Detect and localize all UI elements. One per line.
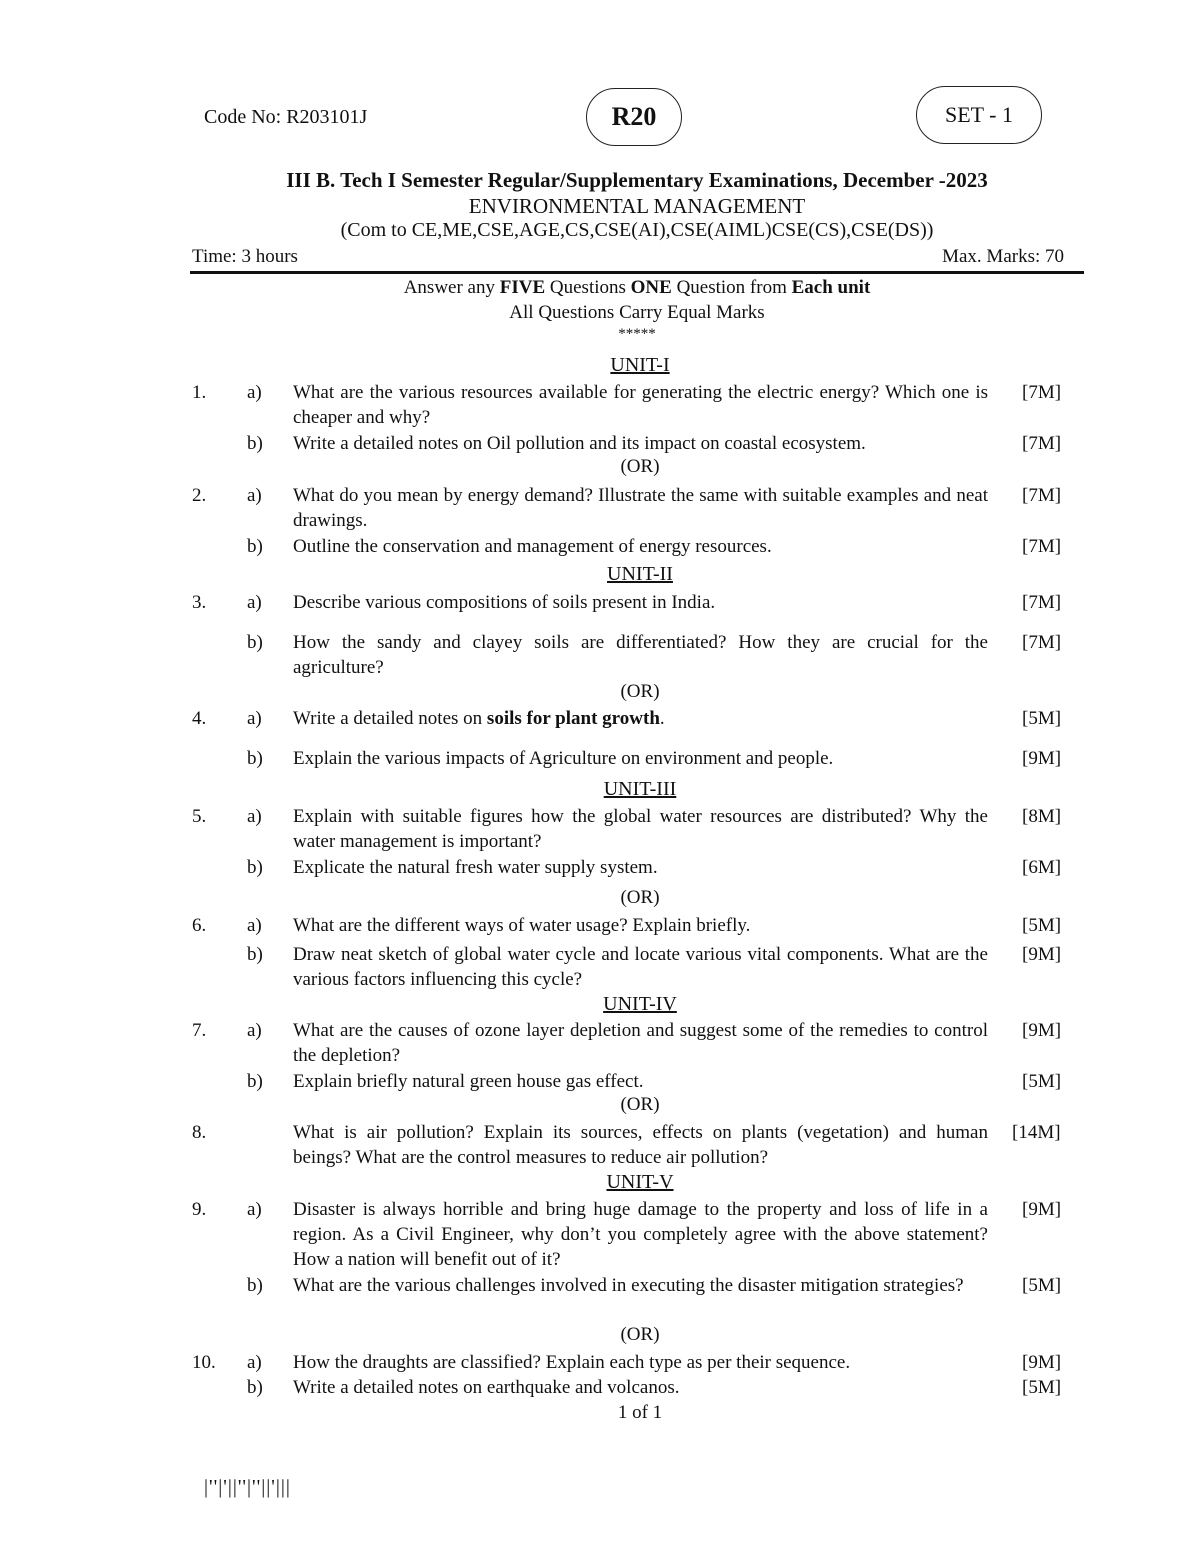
question-part: a) bbox=[247, 1352, 262, 1373]
question-part: a) bbox=[247, 806, 262, 827]
branches: (Com to CE,ME,CSE,AGE,CS,CSE(AI),CSE(AIML)CSE(CS),CSE(DS)) bbox=[340, 219, 934, 241]
page-number: 1 of 1 bbox=[617, 1402, 663, 1423]
unit-heading: UNIT-I bbox=[610, 354, 670, 376]
question-marks: [7M] bbox=[1022, 485, 1062, 506]
set-badge bbox=[916, 86, 1042, 144]
question-text: How the draughts are classified? Explain each type as per their sequence. bbox=[293, 1352, 851, 1373]
question-marks: [5M] bbox=[1022, 1071, 1062, 1092]
question-part: a) bbox=[247, 915, 262, 936]
question-number: 5. bbox=[192, 806, 207, 827]
header-rule bbox=[190, 271, 1084, 274]
question-marks: [7M] bbox=[1022, 433, 1062, 454]
question-text: What do you mean by energy demand? Illustrate the same with suitable examples and neat drawings. bbox=[293, 485, 988, 531]
question-part: a) bbox=[247, 1199, 262, 1220]
question-number: 2. bbox=[192, 485, 207, 506]
question-part: b) bbox=[247, 944, 263, 965]
exam-time: Time: 3 hours bbox=[192, 246, 298, 267]
regulation-label: R20 bbox=[611, 102, 657, 131]
question-text: Explain with suitable figures how the global water resources are distributed? Why the water management is important? bbox=[293, 806, 988, 852]
question-part: b) bbox=[247, 536, 263, 557]
unit-heading: UNIT-III bbox=[603, 778, 677, 800]
question-part: a) bbox=[247, 485, 262, 506]
question-text: Write a detailed notes on earthquake and volcanos. bbox=[293, 1377, 680, 1398]
question-part: b) bbox=[247, 1071, 263, 1092]
exam-code: Code No: R203101J bbox=[204, 106, 368, 128]
question-marks: [9M] bbox=[1022, 1352, 1062, 1373]
instructions-line2: All Questions Carry Equal Marks bbox=[509, 302, 765, 323]
question-part: a) bbox=[247, 1020, 262, 1041]
question-text: Write a detailed notes on soils for plant growth. bbox=[293, 708, 665, 729]
question-number: 3. bbox=[192, 592, 207, 613]
question-part: b) bbox=[247, 857, 263, 878]
question-number: 1. bbox=[192, 382, 207, 403]
question-text: Explain the various impacts of Agriculture on environment and people. bbox=[293, 748, 834, 769]
question-part: b) bbox=[247, 433, 263, 454]
question-number: 4. bbox=[192, 708, 207, 729]
question-text: Draw neat sketch of global water cycle and locate various vital components. What are the various factors influencing this cycle? bbox=[293, 944, 988, 990]
question-marks: [5M] bbox=[1022, 915, 1062, 936]
question-text: What are the various resources available for generating the electric energy? Which one is cheaper and why? bbox=[293, 382, 988, 428]
instructions-line1: Answer any FIVE Questions ONE Question from Each unit bbox=[403, 277, 871, 298]
question-marks: [5M] bbox=[1022, 1377, 1062, 1398]
question-marks: [5M] bbox=[1022, 1275, 1062, 1296]
question-marks: [7M] bbox=[1022, 382, 1062, 403]
question-part: b) bbox=[247, 632, 263, 653]
unit-heading: UNIT-II bbox=[607, 563, 673, 585]
question-marks: [9M] bbox=[1022, 748, 1062, 769]
question-text: What are the various challenges involved in executing the disaster mitigation strategies? bbox=[293, 1275, 964, 1296]
or-divider: (OR) bbox=[620, 681, 660, 702]
question-part: a) bbox=[247, 708, 262, 729]
question-number: 10. bbox=[192, 1352, 216, 1373]
max-marks: Max. Marks: 70 bbox=[942, 246, 1064, 267]
question-part: a) bbox=[247, 592, 262, 613]
exam-title: III B. Tech I Semester Regular/Supplementary Examinations, December -2023 bbox=[286, 168, 988, 192]
or-divider: (OR) bbox=[620, 1324, 660, 1345]
question-part: b) bbox=[247, 748, 263, 769]
question-text: Explain briefly natural green house gas effect. bbox=[293, 1071, 644, 1092]
question-marks: [7M] bbox=[1022, 632, 1062, 653]
question-marks: [7M] bbox=[1022, 592, 1062, 613]
question-marks: [9M] bbox=[1022, 1199, 1062, 1220]
or-divider: (OR) bbox=[620, 887, 660, 908]
question-number: 7. bbox=[192, 1020, 207, 1041]
question-marks: [8M] bbox=[1022, 806, 1062, 827]
question-text: Describe various compositions of soils present in India. bbox=[293, 592, 716, 613]
question-number: 6. bbox=[192, 915, 207, 936]
question-text: Write a detailed notes on Oil pollution and its impact on coastal ecosystem. bbox=[293, 433, 866, 454]
question-text: Disaster is always horrible and bring huge damage to the property and loss of life in a region. As a Civil Engineer, why don’t you completely agree with the above statement? How a nation will benefit out of it? bbox=[293, 1199, 988, 1270]
regulation-badge bbox=[586, 88, 682, 146]
or-divider: (OR) bbox=[620, 456, 660, 477]
or-divider: (OR) bbox=[620, 1094, 660, 1115]
question-text: What is air pollution? Explain its sources, effects on plants (vegetation) and human beings? What are the control measures to reduce air pollution? bbox=[293, 1122, 988, 1168]
subject-title: ENVIRONMENTAL MANAGEMENT bbox=[468, 194, 806, 218]
question-marks: [5M] bbox=[1022, 708, 1062, 729]
question-text: What are the causes of ozone layer depletion and suggest some of the remedies to control the depletion? bbox=[293, 1020, 988, 1066]
question-part: b) bbox=[247, 1377, 263, 1398]
unit-heading: UNIT-IV bbox=[603, 993, 677, 1015]
question-part: b) bbox=[247, 1275, 263, 1296]
question-part: a) bbox=[247, 382, 262, 403]
question-marks: [9M] bbox=[1022, 1020, 1062, 1041]
separator-stars: ***** bbox=[618, 326, 656, 342]
question-number: 8. bbox=[192, 1122, 207, 1143]
question-text: What are the different ways of water usage? Explain briefly. bbox=[293, 915, 751, 936]
question-marks: [7M] bbox=[1022, 536, 1062, 557]
question-text: Outline the conservation and management of energy resources. bbox=[293, 536, 772, 557]
question-number: 9. bbox=[192, 1199, 207, 1220]
question-text: Explicate the natural fresh water supply system. bbox=[293, 857, 658, 878]
question-text: How the sandy and clayey soils are differentiated? How they are crucial for the agriculture? bbox=[293, 632, 988, 678]
barcode: |''|'||''|''||'||| bbox=[204, 1476, 291, 1498]
question-marks: [14M] bbox=[1012, 1122, 1061, 1143]
question-marks: [9M] bbox=[1022, 944, 1062, 965]
unit-heading: UNIT-V bbox=[606, 1171, 674, 1193]
question-marks: [6M] bbox=[1022, 857, 1062, 878]
set-label: SET - 1 bbox=[944, 102, 1014, 127]
